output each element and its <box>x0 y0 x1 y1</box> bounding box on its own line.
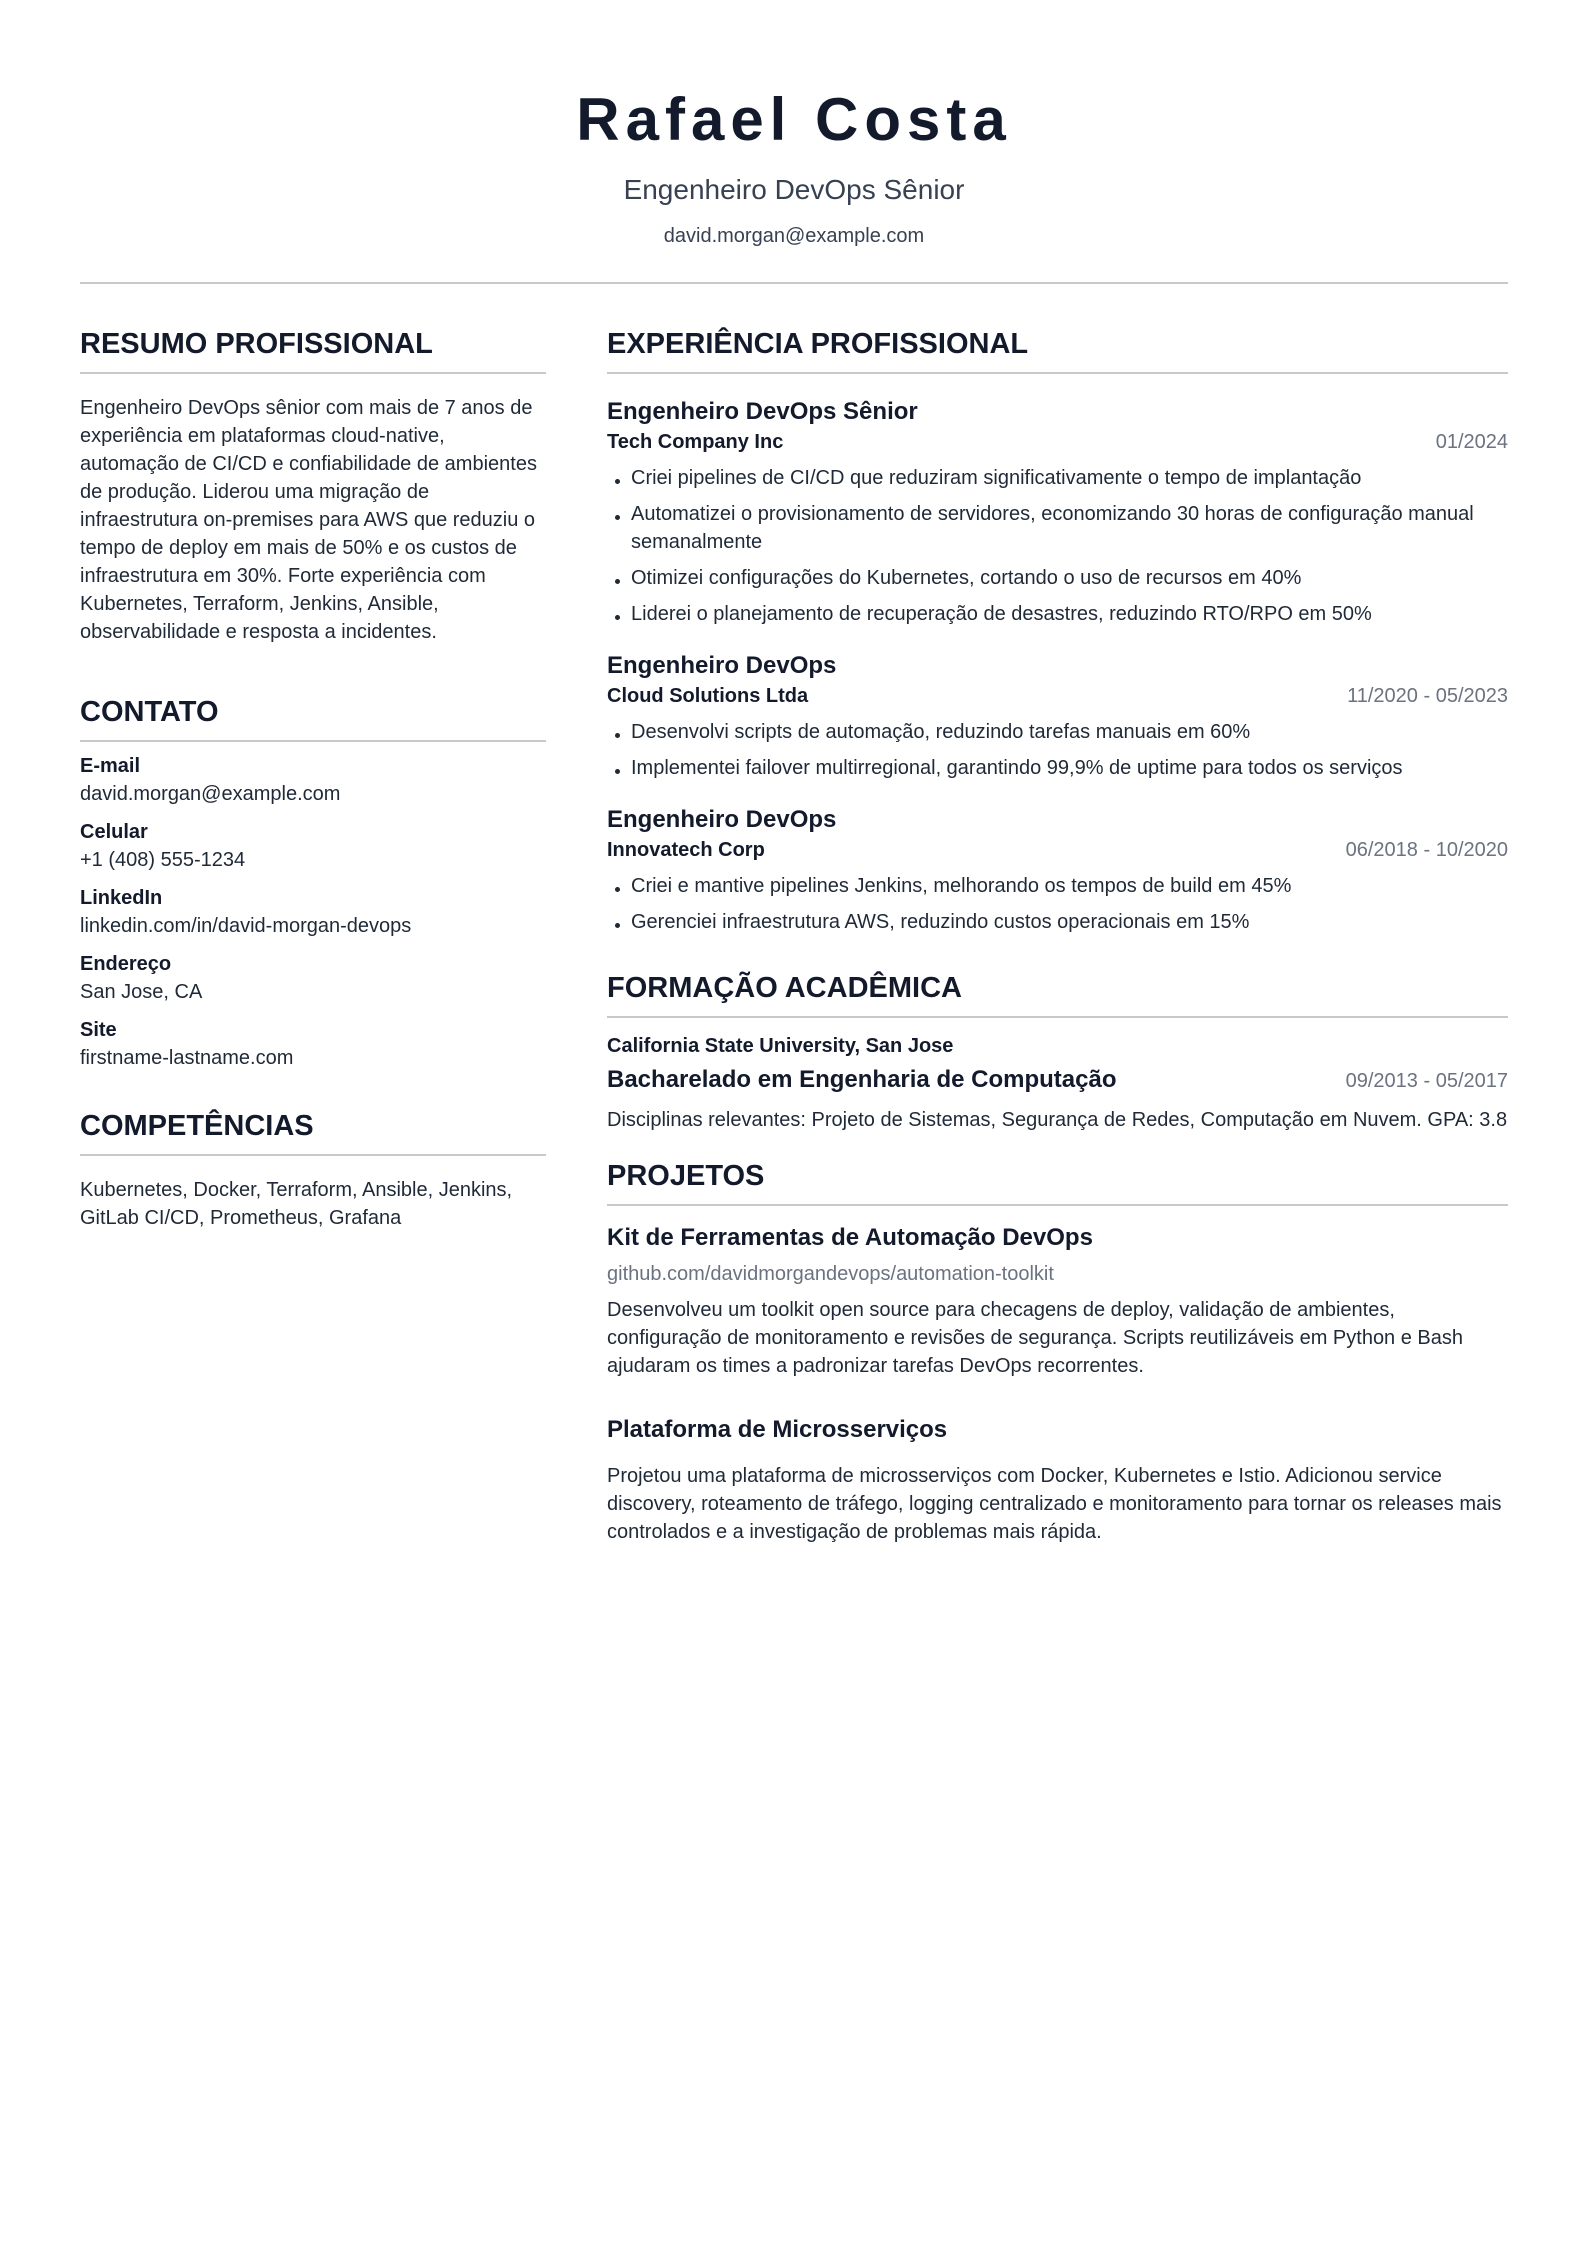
job-company: Innovatech Corp <box>607 839 765 861</box>
candidate-title: Engenheiro DevOps Sênior <box>623 174 965 205</box>
project-entry <box>607 1222 1508 1380</box>
project-entry <box>607 1414 1508 1546</box>
job-bullets <box>607 718 1508 782</box>
job-bullet: Otimizei configurações do Kubernetes, cortando o uso de recursos em 40% <box>607 564 1508 592</box>
education-details: Disciplinas relevantes: Projeto de Sistemas, Segurança de Redes, Computação em Nuvem. GPA: 3.8 <box>607 1109 1508 1131</box>
contact-label-email: E-mail <box>80 755 141 777</box>
job-entry <box>607 396 1508 628</box>
left-column <box>80 320 546 1232</box>
header-email[interactable]: david.morgan@example.com <box>663 225 925 247</box>
job-company: Tech Company Inc <box>607 431 784 453</box>
job-title: Engenheiro DevOps <box>607 806 837 833</box>
job-dates: 11/2020 - 05/2023 <box>1347 685 1508 707</box>
education-degree: Bacharelado em Engenharia de Computação <box>607 1066 1117 1093</box>
job-entry <box>607 650 1508 782</box>
job-bullet: Gerenciei infraestrutura AWS, reduzindo custos operacionais em 15% <box>607 908 1508 936</box>
job-bullet: Automatizei o provisionamento de servidores, economizando 30 horas de configuração manual semanalmente <box>607 500 1508 556</box>
job-title: Engenheiro DevOps <box>607 652 837 679</box>
project-description: Projetou uma plataforma de microsserviços com Docker, Kubernetes e Istio. Adicionou service discovery, roteamento de tráfego, logging centralizado e monitoramento para tornar os releases mais controlados e a investigação de problemas mais rápida. <box>607 1465 1502 1543</box>
job-bullet: Implementei failover multirregional, garantindo 99,9% de uptime para todos os serviços <box>607 754 1508 782</box>
experience-heading: EXPERIÊNCIA PROFISSIONAL <box>607 320 1508 374</box>
projects-heading: PROJETOS <box>607 1152 1508 1206</box>
skills-heading: COMPETÊNCIAS <box>80 1102 546 1156</box>
job-title: Engenheiro DevOps Sênior <box>607 398 918 425</box>
job-entry <box>607 804 1508 936</box>
header-divider <box>80 282 1508 284</box>
contact-value-email[interactable]: david.morgan@example.com <box>80 783 341 805</box>
contact-value-site[interactable]: firstname-lastname.com <box>80 1047 294 1069</box>
summary-heading: RESUMO PROFISSIONAL <box>80 320 546 374</box>
education-school: California State University, San Jose <box>607 1035 954 1057</box>
resume-header <box>80 0 1508 250</box>
contact-list <box>80 752 546 1072</box>
contact-value-phone[interactable]: +1 (408) 555-1234 <box>80 849 246 871</box>
education-heading: FORMAÇÃO ACADÊMICA <box>607 964 1508 1018</box>
job-bullet: Criei e mantive pipelines Jenkins, melhorando os tempos de build em 45% <box>607 872 1508 900</box>
contact-heading: CONTATO <box>80 688 546 742</box>
summary-section <box>80 320 546 646</box>
education-dates: 09/2013 - 05/2017 <box>1345 1070 1508 1092</box>
project-title: Plataforma de Microsserviços <box>607 1416 948 1443</box>
job-dates: 01/2024 <box>1435 431 1508 453</box>
contact-label-linkedin: LinkedIn <box>80 887 163 909</box>
education-section <box>607 964 1508 1134</box>
job-bullet: Liderei o planejamento de recuperação de desastres, reduzindo RTO/RPO em 50% <box>607 600 1508 628</box>
job-bullets <box>607 464 1508 628</box>
right-column <box>607 320 1508 1546</box>
project-link[interactable]: github.com/davidmorgandevops/automation-toolkit <box>607 1263 1054 1285</box>
skills-section <box>80 1102 546 1232</box>
summary-text: Engenheiro DevOps sênior com mais de 7 anos de experiência em plataformas cloud-native, automação de CI/CD e confiabilidade de ambientes de produção. Liderou uma migração de infraestrutura on-premises para AWS que reduziu o tempo de deploy em mais de 50% e os custos de infraestrutura em 30%. Forte experiência com Kubernetes, Terraform, Jenkins, Ansible, observabilidade e resposta a incidentes. <box>80 397 537 643</box>
job-bullet: Desenvolvi scripts de automação, reduzindo tarefas manuais em 60% <box>607 718 1508 746</box>
job-meta <box>607 428 1508 456</box>
skills-text: Kubernetes, Docker, Terraform, Ansible, Jenkins, GitLab CI/CD, Prometheus, Grafana <box>80 1179 513 1229</box>
contact-label-address: Endereço <box>80 953 172 975</box>
job-meta <box>607 836 1508 864</box>
job-bullet: Criei pipelines de CI/CD que reduziram significativamente o tempo de implantação <box>607 464 1508 492</box>
job-company: Cloud Solutions Ltda <box>607 685 809 707</box>
contact-label-phone: Celular <box>80 821 148 843</box>
experience-section <box>607 320 1508 936</box>
education-meta <box>607 1064 1508 1096</box>
candidate-name: Rafael Costa <box>576 86 1012 153</box>
contact-value-linkedin[interactable]: linkedin.com/in/david-morgan-devops <box>80 915 412 937</box>
project-title: Kit de Ferramentas de Automação DevOps <box>607 1224 1093 1251</box>
job-bullets <box>607 872 1508 936</box>
job-meta <box>607 682 1508 710</box>
projects-section <box>607 1152 1508 1546</box>
project-description: Desenvolveu um toolkit open source para checagens de deploy, validação de ambientes, configuração de monitoramento e revisões de segurança. Scripts reutilizáveis em Python e Bash ajudaram os times a padronizar tarefas DevOps recorrentes. <box>607 1299 1464 1377</box>
contact-value-address: San Jose, CA <box>80 981 203 1003</box>
contact-section <box>80 688 546 1072</box>
job-dates: 06/2018 - 10/2020 <box>1345 839 1508 861</box>
contact-label-site: Site <box>80 1019 117 1041</box>
